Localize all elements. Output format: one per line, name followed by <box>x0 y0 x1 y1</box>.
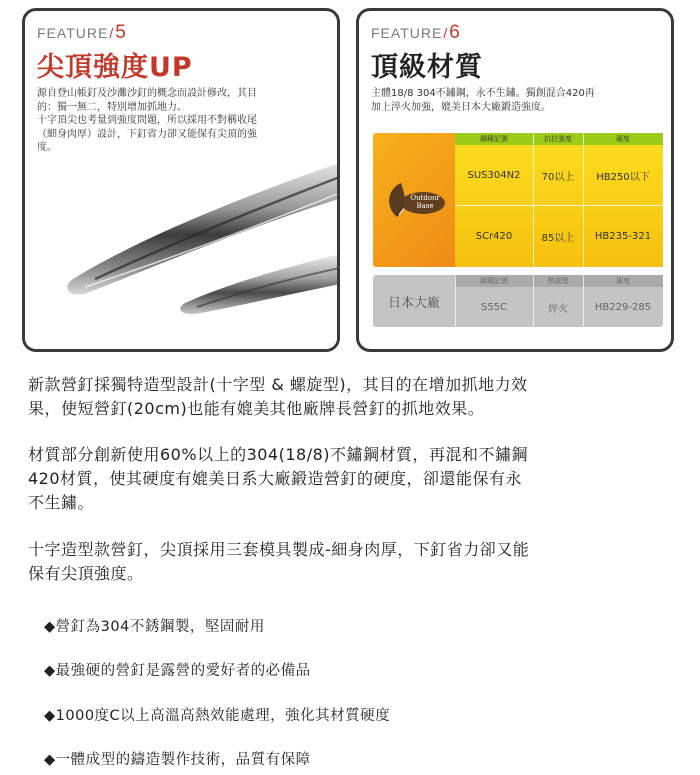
desc-line: 源自登山帳釘及沙灘沙釘的概念而設計修改，其目 <box>37 88 257 99</box>
feature5-description <box>37 87 332 155</box>
desc-line: 度。 <box>37 142 57 153</box>
feature-word: FEATURE <box>371 25 443 41</box>
feature5-title: 尖頂強度UP <box>37 52 193 83</box>
paragraph-line: 新款營釘採獨特造型設計(十字型 & 螺旋型)，其目的在增加抓地力效 <box>28 375 528 394</box>
cell-grade: SUS304N2 <box>467 169 521 181</box>
paragraph-design <box>28 373 680 421</box>
logo-text: Outdoor Base <box>410 194 440 210</box>
desc-line: （細身肉厚）設計，下釘省力卻又能保有尖頂的強 <box>37 128 257 140</box>
compare-header-grade: 鋼種記號 <box>480 277 508 285</box>
cell-tensile: 70以上 <box>541 171 575 183</box>
feature-slash: / <box>443 25 449 41</box>
cell-grade: SCr420 <box>475 231 513 242</box>
desc-line: 主體18/8 304不鏽鋼，永不生鏽。獨創混合420再 <box>371 88 595 99</box>
feature6-card <box>356 8 674 352</box>
paragraph-line: 420材質，使其硬度有媲美日系大廠鍛造營釘的硬度，卻還能保有永 <box>28 469 523 488</box>
stake-tips-photo <box>25 161 337 351</box>
paragraph-line: 材質部分創新使用60%以上的304(18/8)不鏽鋼材質，再混和不鏽鋼 <box>28 445 529 464</box>
header-tensile: 抗拉強度 <box>544 135 572 143</box>
compare-header-hardness: 硬度 <box>616 277 630 285</box>
compare-header-treatment: 熱處理 <box>547 277 569 285</box>
compare-grade: S55C <box>480 301 508 313</box>
bullet-item: ◆1000度C以上高溫高熱效能處理，強化其材質硬度 <box>44 708 391 724</box>
paragraph-cross <box>28 538 680 586</box>
paragraph-line: 十字造型款營釘，尖頂採用三套模具製成-細身肉厚，下釘省力卻又能 <box>28 540 530 559</box>
feature6-description <box>371 87 666 114</box>
paragraph-line: 保有尖頂強度。 <box>28 564 144 583</box>
cell-hardness: HB250以下 <box>596 171 650 183</box>
feature6-label <box>371 22 461 44</box>
material-table <box>373 133 663 267</box>
bullet-item: ◆一體成型的鑄造製作技術，品質有保障 <box>44 752 311 768</box>
comparison-table <box>373 275 663 327</box>
compare-hardness: HB229-285 <box>594 301 652 313</box>
paragraph-line: 果，使短營釘(20cm)也能有媲美其他廠牌長營釘的抓地效果。 <box>28 399 485 418</box>
cell-tensile: 85以上 <box>541 233 575 244</box>
bullet-item: ◆營釘為304不銹鋼製，堅固耐用 <box>44 619 265 635</box>
feature-slash: / <box>109 25 115 41</box>
feature-word: FEATURE <box>37 25 109 41</box>
feature5-card <box>22 8 340 352</box>
cell-hardness: HB235-321 <box>594 231 652 242</box>
header-grade: 鋼種記號 <box>480 135 508 143</box>
feature6-title: 頂級材質 <box>371 52 483 83</box>
desc-line: 十字頂尖也考量到強度問題，所以採用不對稱收尾 <box>37 115 257 126</box>
desc-line: 加上淬火加強，媲美日本大廠鍛造強度。 <box>371 101 551 113</box>
outdoor-base-logo <box>383 181 445 221</box>
feature5-label <box>37 22 127 44</box>
header-hardness: 硬度 <box>616 135 630 143</box>
paragraph-line: 不生鏽。 <box>28 493 95 512</box>
feature-number: 5 <box>115 22 127 43</box>
paragraph-material <box>28 443 680 515</box>
bullet-item: ◆最強硬的營釘是露營的愛好者的必備品 <box>44 663 311 679</box>
feature-number: 6 <box>449 22 461 43</box>
compare-treatment: 焠火 <box>548 303 568 315</box>
compare-brand: 日本大廠 <box>387 295 440 311</box>
desc-line: 的：獨一無二，特別增加抓地力。 <box>37 101 187 113</box>
